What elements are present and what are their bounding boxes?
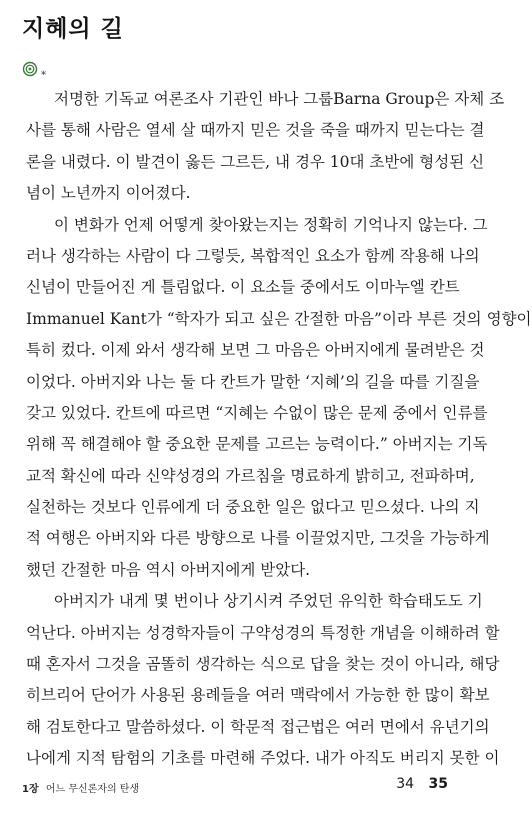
page-numbers <box>386 776 448 792</box>
text-line: 러나 생각하는 사람이 다 그렇듯, 복합적인 요소가 함께 작용해 나의 <box>26 246 480 265</box>
text-line: 저명한 기독교 여론조사 기관인 바나 그룹Barna Group은 자체 조 <box>54 90 505 108</box>
footnote-mark: * <box>41 70 46 81</box>
text-line: 특히 컸다. 이제 와서 생각해 보면 그 마음은 아버지에게 물려받은 것 <box>26 341 485 360</box>
text-line: 해 검토한다고 말씀하셨다. 이 학문적 접근법은 여러 면에서 유년기의 <box>26 717 490 736</box>
text-line: 이 변화가 언제 어떻게 찾아왔는지는 정확히 기억나지 않는다. 그 <box>54 215 488 234</box>
text-line: 아버지가 내게 몇 번이나 상기시켜 주었던 유익한 학습태도도 기 <box>54 592 483 611</box>
text-line: 적 여행은 아버지와 다른 방향으로 나를 이끌었지만, 그것을 가능하게 <box>26 529 490 548</box>
text-line: 했던 간절한 마음 역시 아버지에게 받았다. <box>26 560 311 579</box>
chapter-title: 어느 무신론자의 탄생 <box>45 784 140 795</box>
text-line: 위해 꼭 해결해야 할 중요한 문제를 고르는 능력이다.” 아버지는 기독 <box>26 435 488 454</box>
text-line: 때 혼자서 그것을 곰똘히 생각하는 식으로 답을 찾는 것이 아니라, 해당 <box>26 655 500 674</box>
text-line: 이었다. 아버지와 나는 둘 다 칸트가 말한 ‘지혜’의 길을 따를 기질을 <box>26 372 480 391</box>
page-number-left: 34 <box>396 776 415 792</box>
page-number-right: 35 <box>428 776 448 792</box>
text-line: 히브리어 단어가 사용된 용례들을 여러 맥락에서 가능한 한 많이 확보 <box>26 686 490 705</box>
text-line: 억난다. 아버지는 성경학자들이 구약성경의 특정한 개념을 이해하려 할 <box>26 623 500 642</box>
running-footer <box>22 780 139 795</box>
text-line: 나에게 지적 탐험의 기초를 마련해 주었다. 내가 아직도 버리지 못한 이 <box>26 749 500 768</box>
chapter-label: 1장 <box>22 784 39 795</box>
text-line: Immanuel Kant가 “학자가 되고 싶은 간절한 마음”이라 부른 것의 영향이 <box>26 309 532 328</box>
text-line: 실천하는 것보다 인류에게 더 중요한 일은 없다고 믿으셨다. 나의 지 <box>26 498 480 517</box>
body-text <box>26 84 532 775</box>
text-line: 념이 노년까지 이어졌다. <box>26 184 191 203</box>
text-line: 갖고 있었다. 칸트에 따르면 “지혜는 수없이 많은 문제 중에서 인류를 <box>26 403 488 422</box>
page-title: 지혜의 길 <box>22 16 124 42</box>
text-line: 사를 통해 사람은 열세 살 때까지 믿은 것을 죽을 때까지 믿는다는 결 <box>26 121 485 140</box>
text-line: 교적 확신에 따라 신약성경의 가르침을 명료하게 밝히고, 전파하며, <box>26 466 475 485</box>
page-footer <box>22 776 448 796</box>
text-line: 론을 내렸다. 이 발견이 옳든 그르든, 내 경우 10대 초반에 형성된 신 <box>26 152 485 171</box>
text-line: 신념이 만들어진 게 틀림없다. 이 요소들 중에서도 이마누엘 칸트 <box>26 278 460 297</box>
